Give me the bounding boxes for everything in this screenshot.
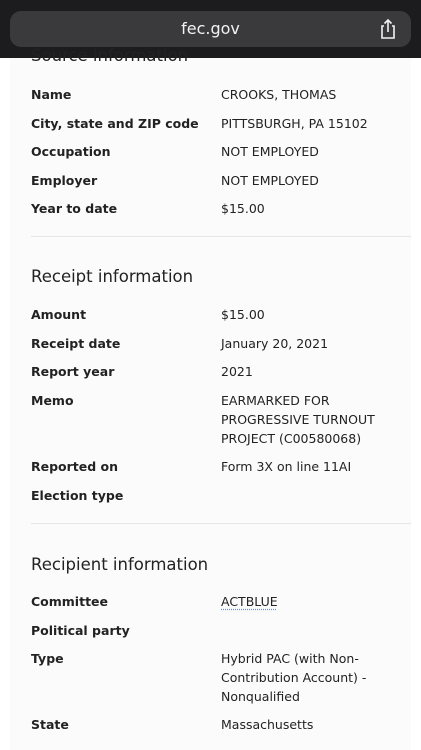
receipt-report-year-label: Report year [31,364,115,379]
receipt-memo-value-line1: EARMARKED FOR [221,393,330,408]
address-domain[interactable]: fec.gov [181,19,240,38]
source-name-value: CROOKS, THOMAS [221,87,337,102]
receipt-memo-value-line2: PROGRESSIVE TURNOUT [221,412,375,427]
source-section-title: Source information [31,46,189,65]
receipt-amount-label: Amount [31,307,87,322]
receipt-amount-value: $15.00 [221,307,265,322]
receipt-date-value: January 20, 2021 [221,336,329,351]
recipient-state-label: State [31,717,69,732]
source-ytd-value: $15.00 [221,201,265,216]
section-divider [31,236,411,237]
page-content [0,46,421,750]
source-city-value: PITTSBURGH, PA 15102 [221,116,368,131]
receipt-memo-label: Memo [31,393,74,408]
source-ytd-label: Year to date [31,201,118,216]
recipient-type-value-line1: Hybrid PAC (with Non- [221,651,359,666]
source-occupation-label: Occupation [31,144,111,159]
source-employer-value: NOT EMPLOYED [221,173,319,188]
address-bar[interactable] [10,11,411,47]
recipient-section-title: Recipient information [31,555,209,574]
detail-panel [10,46,411,750]
recipient-committee-link[interactable]: ACTBLUE [221,594,278,609]
section-divider [31,523,411,524]
receipt-election-type-label: Election type [31,488,124,503]
receipt-section-title: Receipt information [31,267,194,286]
source-city-label: City, state and ZIP code [31,116,199,131]
recipient-party-label: Political party [31,623,130,638]
recipient-type-value-line2: Contribution Account) - [221,670,367,685]
receipt-report-year-value: 2021 [221,364,253,379]
receipt-reported-on-value: Form 3X on line 11AI [221,459,352,474]
receipt-reported-on-label: Reported on [31,459,119,474]
share-icon[interactable] [378,18,398,40]
recipient-state-value: Massachusetts [221,717,314,732]
recipient-type-value-line3: Nonqualified [221,689,300,704]
receipt-date-label: Receipt date [31,336,121,351]
source-name-label: Name [31,87,72,102]
recipient-committee-label: Committee [31,594,109,609]
receipt-memo-value-line3: PROJECT (C00580068) [221,431,362,446]
source-employer-label: Employer [31,173,98,188]
recipient-type-label: Type [31,651,64,666]
source-occupation-value: NOT EMPLOYED [221,144,319,159]
